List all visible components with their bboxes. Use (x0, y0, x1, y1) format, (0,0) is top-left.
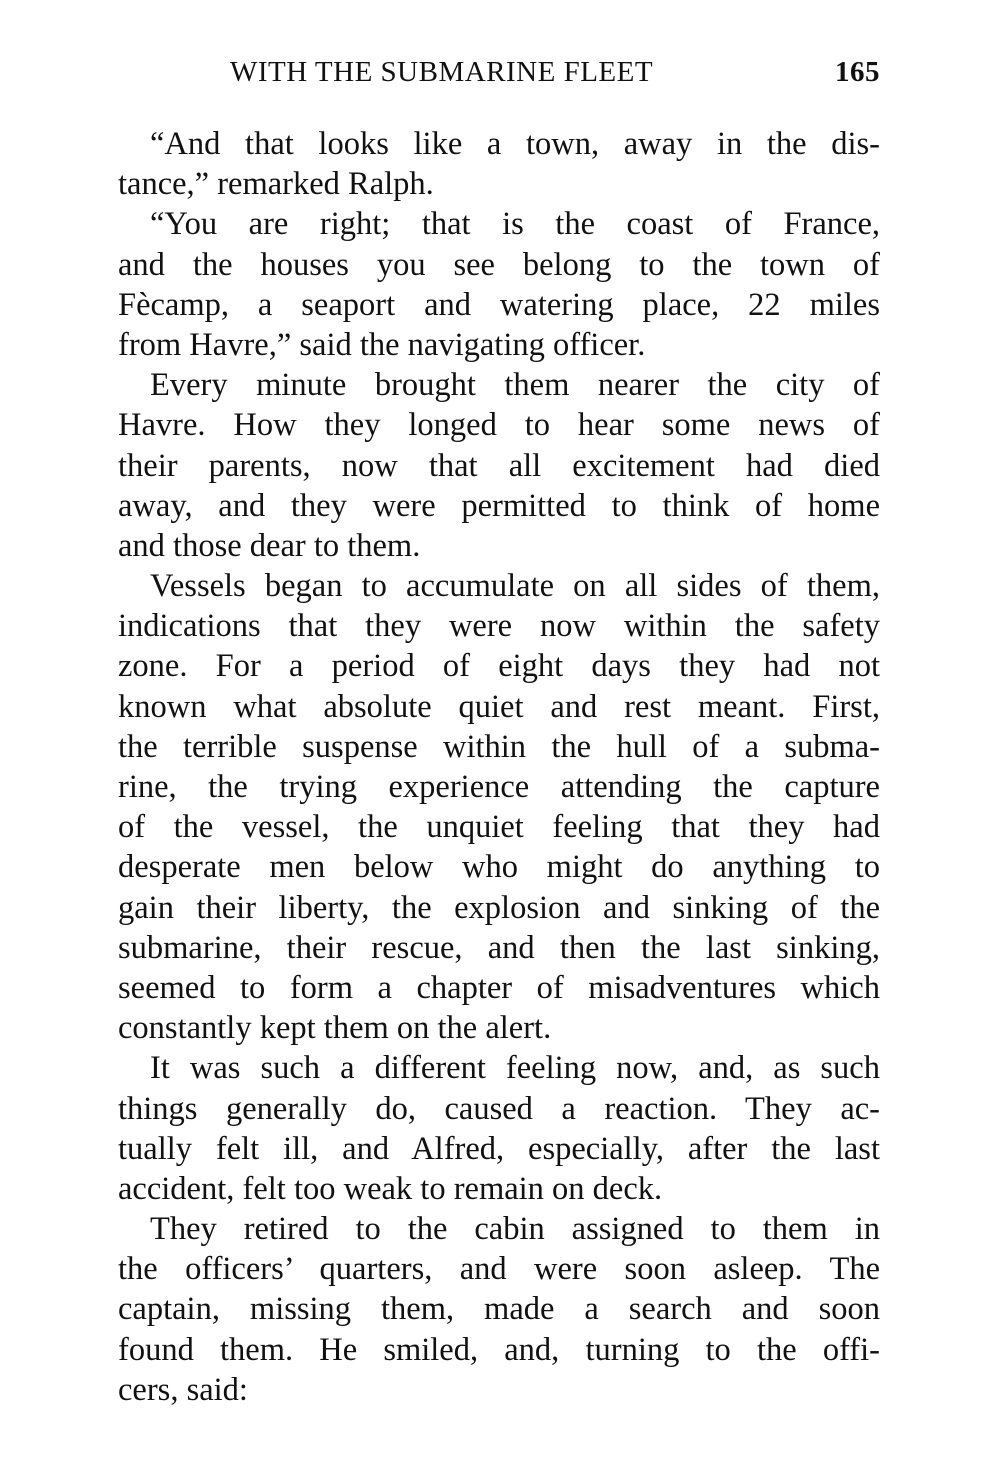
text-line: tually felt ill, and Alfred, especially, after the last (118, 1130, 880, 1167)
text-line: the terrible suspense within the hull of a subma- (118, 728, 880, 765)
text-line: Havre. How they longed to hear some news of (118, 407, 880, 444)
text-line: It was such a different feeling now, and, as such (150, 1050, 880, 1087)
text-line: Every minute brought them nearer the city of (150, 367, 880, 404)
running-head (118, 56, 880, 96)
text-line: the officers’ quarters, and were soon asleep. The (118, 1251, 880, 1288)
text-line: and those dear to them. (118, 527, 421, 564)
text-line: submarine, their rescue, and then the last sinking, (118, 929, 880, 966)
text-line: found them. He smiled, and, turning to the offi- (118, 1331, 880, 1368)
text-line: their parents, now that all excitement had died (118, 447, 880, 484)
text-line: indications that they were now within the safety (118, 608, 880, 645)
text-line: of the vessel, the unquiet feeling that they had (118, 809, 880, 846)
text-line: gain their liberty, the explosion and sinking of the (118, 889, 880, 926)
text-line: “You are right; that is the coast of France, (150, 206, 880, 243)
text-line: accident, felt too weak to remain on deck. (118, 1170, 663, 1207)
text-line: rine, the trying experience attending the capture (118, 769, 880, 805)
text-line: away, and they were permitted to think of home (118, 487, 880, 524)
text-line: captain, missing them, made a search and soon (118, 1291, 880, 1328)
text-line: They retired to the cabin assigned to them in (150, 1211, 880, 1248)
text-line: desperate men below who might do anything to (118, 849, 880, 886)
body-text (118, 124, 880, 1410)
running-title: WITH THE SUBMARINE FLEET (230, 56, 654, 88)
text-line: Vessels began to accumulate on all sides of them, (150, 568, 880, 605)
text-line: known what absolute quiet and rest meant. First, (118, 688, 880, 725)
text-line: tance,” remarked Ralph. (118, 166, 434, 203)
text-line: cers, said: (118, 1371, 248, 1408)
text-line: Fècamp, a seaport and watering place, 22 miles (118, 286, 880, 323)
text-line: “And that looks like a town, away in the dis- (150, 126, 880, 162)
text-line: zone. For a period of eight days they had not (118, 648, 880, 685)
text-line: constantly kept them on the alert. (118, 1010, 552, 1047)
page-number: 165 (835, 56, 880, 88)
text-line: from Havre,” said the navigating officer. (118, 326, 646, 363)
text-line: and the houses you see belong to the town of (118, 246, 880, 283)
text-line: things generally do, caused a reaction. They ac- (118, 1090, 880, 1127)
text-line: seemed to form a chapter of misadventures which (118, 969, 880, 1006)
